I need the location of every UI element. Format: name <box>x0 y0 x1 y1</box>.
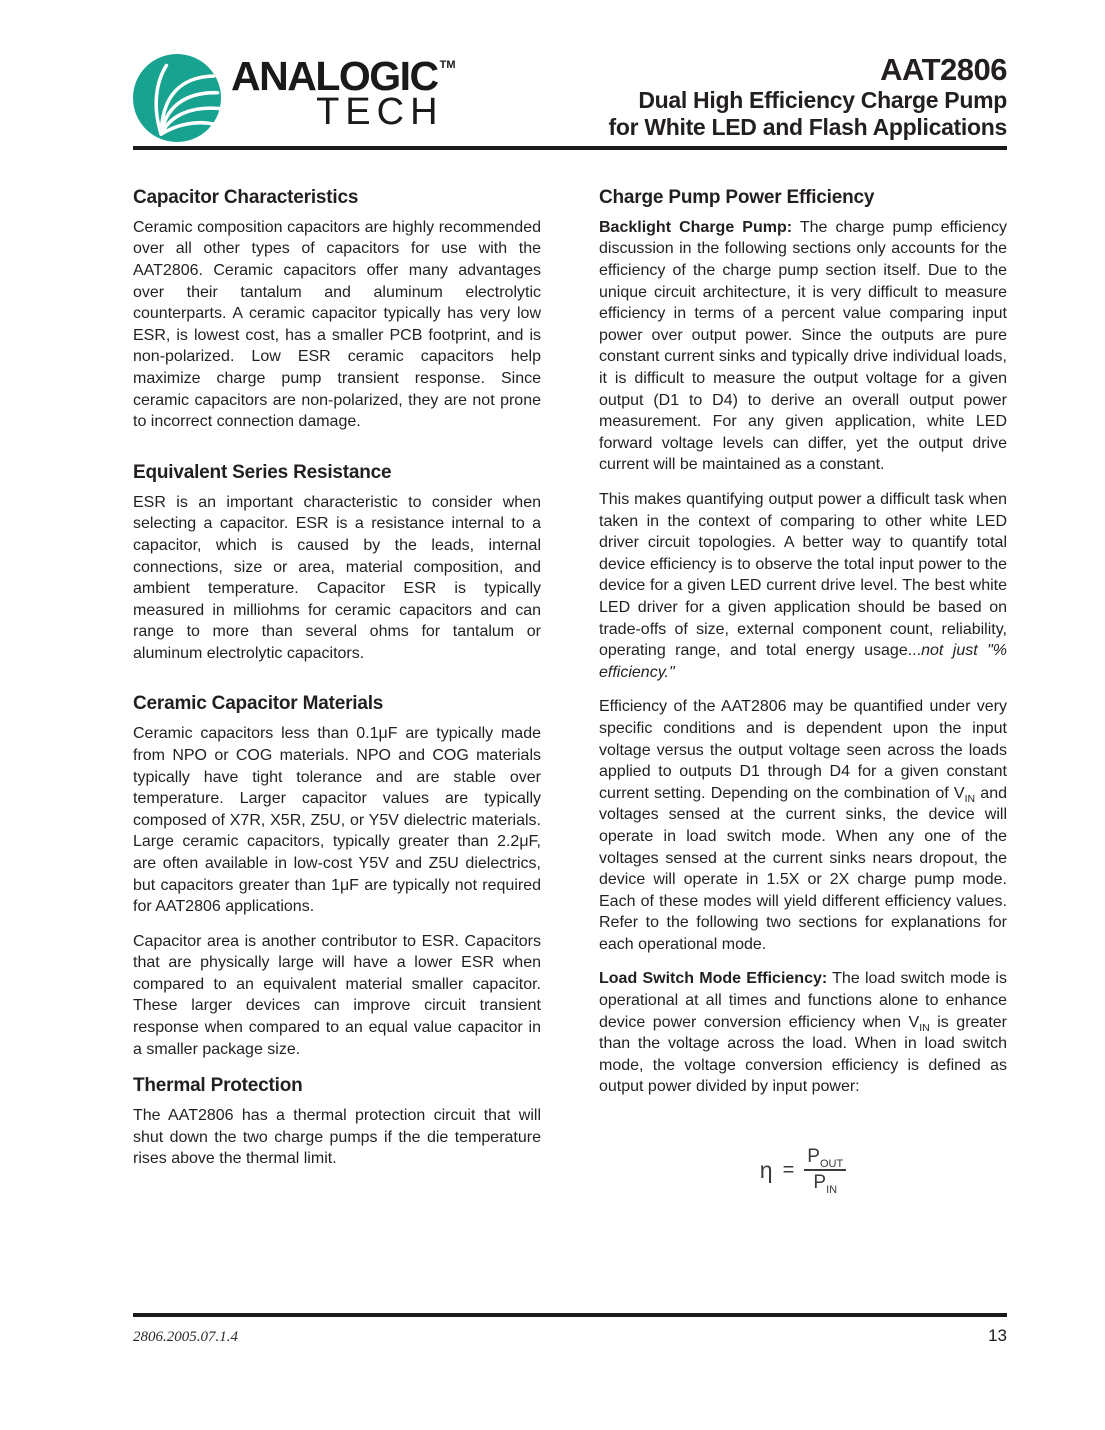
power-fraction <box>804 1146 846 1194</box>
paragraph-lead-in: Backlight Charge Pump: <box>599 218 793 236</box>
eta-symbol: η <box>759 1156 773 1183</box>
fraction-numerator: $P_{OUT}$ <box>804 1146 846 1171</box>
subtitle-line-1: Dual High Efficiency Charge Pump <box>638 86 1007 113</box>
document-title-block <box>608 54 1007 141</box>
paragraph-lead-in: Load Switch Mode Efficiency: <box>599 970 828 988</box>
efficiency-equation <box>599 1146 1007 1194</box>
two-column-body <box>133 188 1007 1194</box>
header-divider <box>133 146 1007 150</box>
analogictech-logo <box>133 54 456 142</box>
equals-sign: = <box>782 1158 795 1181</box>
logo-wordmark <box>231 53 456 133</box>
page-header <box>133 0 1007 142</box>
page-footer <box>133 1313 1007 1346</box>
paragraph-backlight-charge-pump: Backlight Charge Pump: The charge pump efficiency discussion in the following sections only accounts for the efficiency of the charge pump section itself. Due to the unique circuit architecture, it is very difficult to measure efficiency in terms of a percent value comparing input power over output power. Since the outputs are pure constant current sinks and typically drive individual loads, it is difficult to measure the output voltage for a given output (D1 to D4) to derive an overall output power measurement. For any given application, white LED forward voltage levels can differ, yet the output drive current will be maintained as a constant. <box>599 218 1007 474</box>
paragraph: Ceramic composition capacitors are highly recommended over all other types of capacitors for use with the AAT2806. Ceramic capacitors offer many advantages over their tantalum and aluminum electrolytic counterparts. A ceramic capacitor typically has very low ESR, is lowest cost, has a smaller PCB footprint, and is non-polarized. Low ESR ceramic capacitors help maximize charge pump transient response. Since ceramic capacitors are non-polarized, they are not prone to incorrect connection damage. <box>133 218 541 431</box>
document-revision-code: 2806.2005.07.1.4 <box>133 1329 238 1345</box>
footer-divider <box>133 1313 1007 1317</box>
paragraph-efficiency-conditions: Efficiency of the AAT2806 may be quantified under very specific conditions and is dependent upon the input voltage versus the output voltage seen across the loads applied to outputs D1 through D4 for a given constant current setting. Depending on the combination of $V_{IN}$ and voltages sensed at the current sinks, the device will operate in load switch mode. When any one of the voltages sensed at the current sinks nears dropout, the device will operate in 1.5X or 2X charge pump mode. Each of these modes will yield different efficiency values. Refer to the following two sections for explanations for each operational mode. <box>599 698 1007 953</box>
italic-phrase: not just "% efficiency." <box>599 642 1008 681</box>
section-heading-equivalent-series-resistance: Equivalent Series Resistance <box>133 461 392 483</box>
paragraph: The AAT2806 has a thermal protection circuit that will shut down the two charge pumps if the die temperature rises above the thermal limit. <box>133 1107 541 1168</box>
paragraph: ESR is an important characteristic to consider when selecting a capacitor. ESR is a resistance internal to a capacitor, which is caused by the leads, internal connections, size or area, material composition, and ambient temperature. Capacitor ESR is typically measured in milliohms for ceramic capacitors and can range to more than several ohms for tantalum or aluminum electrolytic capacitors. <box>133 493 541 662</box>
pout-subscript: OUT <box>819 1157 844 1170</box>
pin-subscript: IN <box>826 1183 838 1196</box>
section-heading-capacitor-characteristics: Capacitor Characteristics <box>133 187 359 208</box>
leaf-logo-icon <box>133 54 221 142</box>
paragraph-quantifying-output-power: This makes quantifying output power a difficult task when taken in the context of comparing to other white LED driver circuit topologies. A better way to quantify total device efficiency is to observe the total input power to the device for a given LED current drive level. The best white LED driver for a given application should be based on trade-offs of size, external component count, reliability, operating range, and total energy usage...not just "% efficiency." <box>599 491 1008 681</box>
part-number: AAT2806 <box>880 52 1007 87</box>
trademark-symbol: TM <box>439 59 456 71</box>
right-column <box>599 188 1007 1194</box>
section-heading-ceramic-capacitor-materials: Ceramic Capacitor Materials <box>133 693 384 715</box>
vin-subscript: IN <box>919 1021 930 1034</box>
vin-subscript: IN <box>964 792 976 805</box>
section-heading-charge-pump-power-efficiency: Charge Pump Power Efficiency <box>599 187 875 208</box>
page-number: 13 <box>988 1326 1007 1345</box>
left-column <box>133 188 541 1194</box>
logo-name: ANALOGIC ™ <box>231 53 456 99</box>
fraction-denominator: $P_{IN}$ <box>813 1172 838 1196</box>
section-heading-thermal-protection: Thermal Protection <box>133 1075 303 1097</box>
paragraph-load-switch-mode: Load Switch Mode Efficiency: The load switch mode is operational at all times and functions alone to enhance device power conversion efficiency when $V_{IN}$ is greater than the voltage across the load. When in load switch mode, the voltage conversion efficiency is defined as output power divided by input power: <box>599 970 1007 1096</box>
paragraph: Capacitor area is another contributor to ESR. Capacitors that are physically large will have a lower ESR when compared to an equivalent material smaller capacitor. These larger devices can improve circuit transient response when compared to an equal value capacitor in a smaller package size. <box>133 932 541 1058</box>
paragraph: Ceramic capacitors less than 0.1μF are typically made from NPO or COG materials. NPO and COG materials typically have tight tolerance and are stable over temperature. Larger capacitor values are typically composed of X7R, X5R, Z5U, or Y5V dielectric materials. Large ceramic capacitors, typically greater than 2.2μF, are often available in low-cost Y5V and Z5U dielectrics, but capacitors greater than 1μF are typically not required for AAT2806 applications. <box>133 725 541 916</box>
logo-subname: TECH <box>316 90 444 133</box>
subtitle-line-2: for White LED and Flash Applications <box>608 113 1007 140</box>
